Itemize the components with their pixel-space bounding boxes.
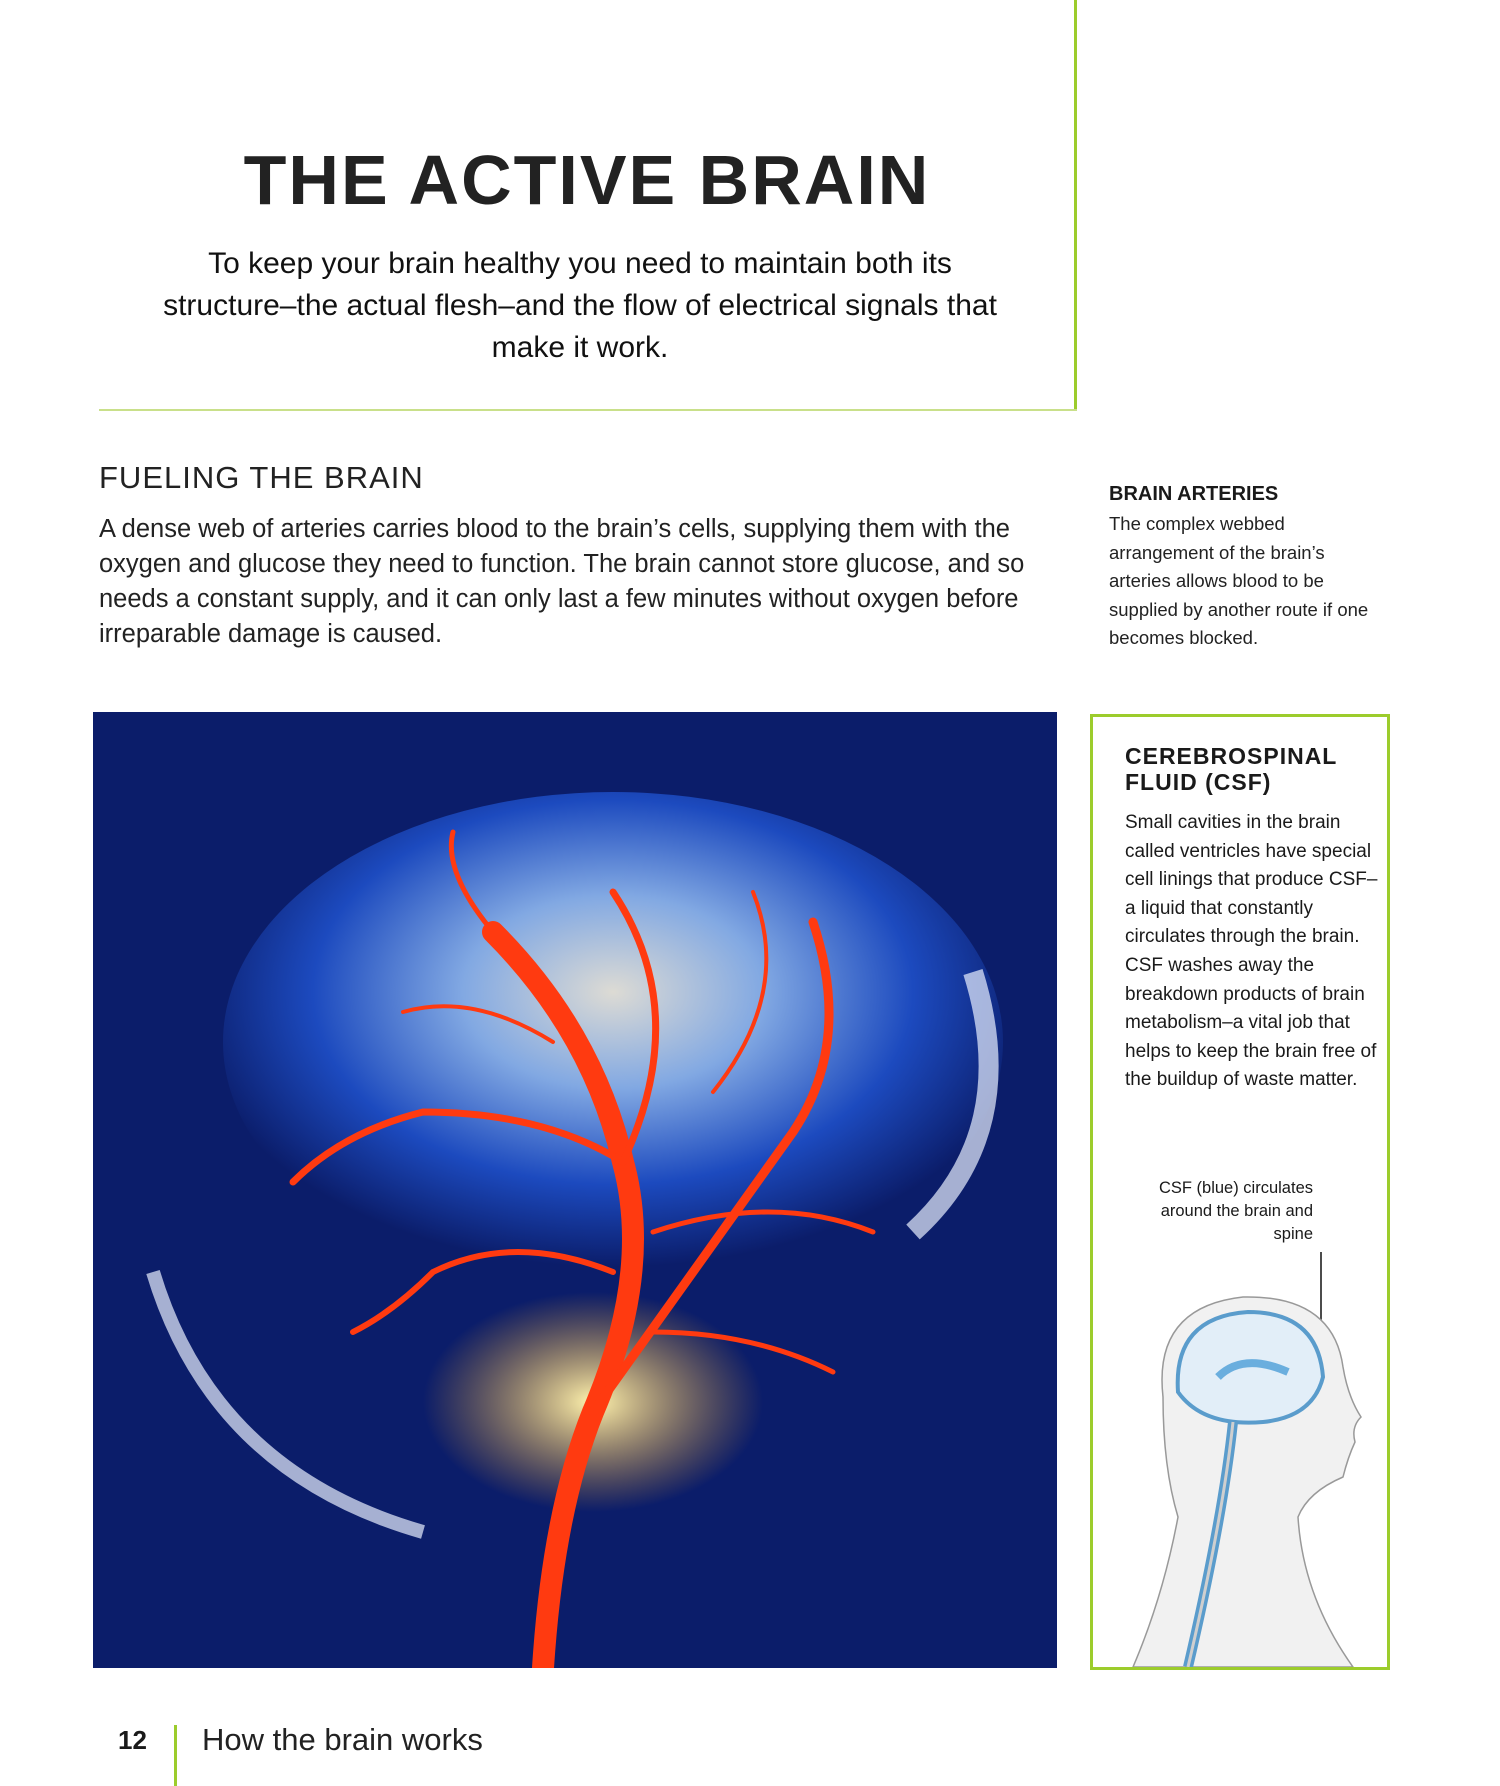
section-body: A dense web of arteries carries blood to the brain’s cells, supplying them with the oxygen and glucose they need to function. The brain cannot store glucose, and so needs a constant supply, and it can only last a few minutes without oxygen before irreparable damage is caused. bbox=[99, 515, 1025, 648]
page-number: 12 bbox=[118, 1725, 147, 1755]
chapter-title: How the brain works bbox=[202, 1722, 483, 1757]
illustration-caption: CSF (blue) circulates around the brain and spine bbox=[1158, 1179, 1313, 1243]
intro-text: To keep your brain healthy you need to maintain both its structure–the actual flesh–and the flow of electrical signals that make it work. bbox=[163, 247, 997, 364]
sidebar-text: The complex webbed arrangement of the brain’s arteries allows blood to be supplied by another route if one becomes blocked. bbox=[1109, 513, 1369, 648]
brain-arteries-sidebar bbox=[1109, 483, 1369, 653]
footer-accent-bar bbox=[174, 1725, 177, 1786]
csf-text: Small cavities in the brain called ventricles have special cell linings that produce CSF–a liquid that constantly circulates through the brain. CSF washes away the breakdown products of brain metabolism–a vital job that helps to keep the brain free of the buildup of waste matter. bbox=[1125, 812, 1378, 1091]
brain-angiogram-image bbox=[93, 712, 1057, 1668]
csf-info-box bbox=[1090, 714, 1390, 1670]
page-title: THE ACTIVE BRAIN bbox=[243, 141, 931, 219]
section-heading: FUELING THE BRAIN bbox=[99, 460, 424, 495]
accent-horizontal-rule bbox=[99, 409, 1077, 411]
sidebar-heading: BRAIN ARTERIES bbox=[1109, 483, 1279, 505]
csf-heading: CEREBROSPINAL FLUID (CSF) bbox=[1125, 743, 1337, 795]
head-spine-illustration bbox=[1093, 1217, 1393, 1667]
accent-vertical-rule bbox=[1074, 0, 1077, 411]
